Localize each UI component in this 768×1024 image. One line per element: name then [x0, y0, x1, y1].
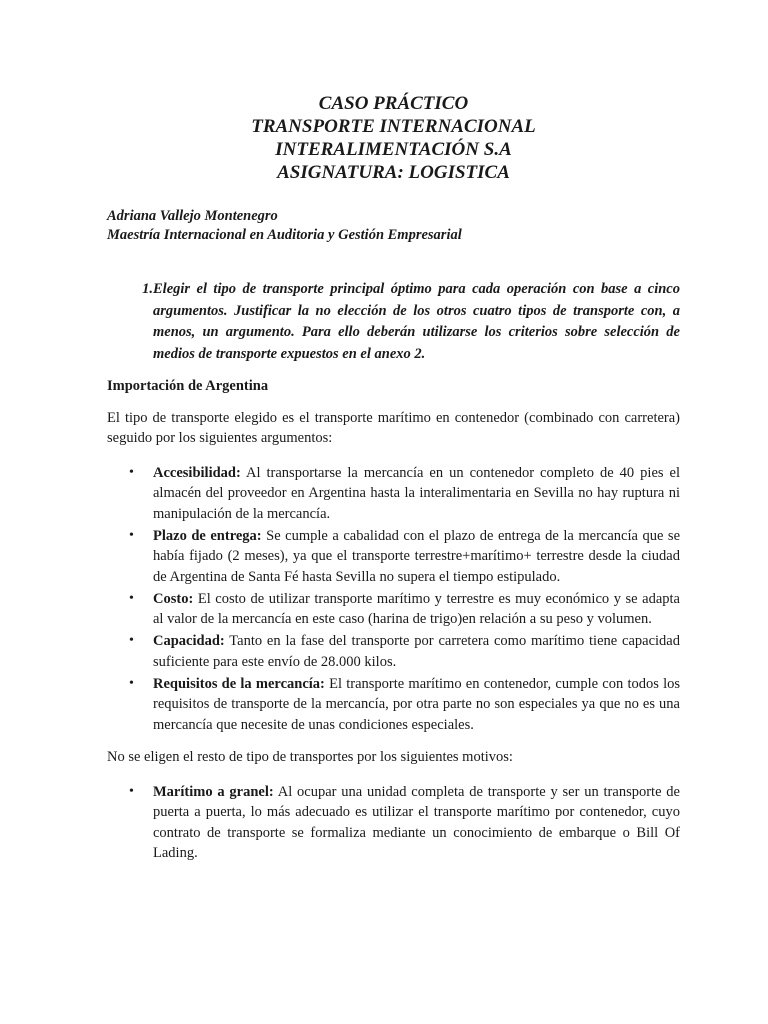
argument-text: El costo de utilizar transporte marítimo y terrestre es muy económico y se adapta al valor de la mercancía en este caso (harina de trigo)en relación a su peso y volumen. — [153, 590, 680, 627]
list-item — [107, 589, 680, 630]
bullet-icon: • — [129, 527, 134, 543]
section-intro: El tipo de transporte elegido es el transporte marítimo en contenedor (combinado con carretera) seguido por los siguientes argumentos: — [107, 410, 680, 446]
argument-body — [153, 589, 680, 630]
argument-text: El transporte marítimo en contenedor, cumple con todos los requisitos de transporte de la mercancía, por otra parte no son especiales ya que no es una mercancía que necesite de unas condiciones especiales. — [153, 675, 681, 733]
question-item — [107, 279, 680, 365]
document-page — [107, 92, 680, 865]
author-info — [107, 207, 680, 245]
argument-text: Al transportarse la mercancía en un contenedor completo de 40 pies el almacén del proveedor en Argentina hasta la interalimentaria en Sevilla no hay ruptura ni manipulación de la mercancía. — [153, 464, 680, 522]
bullet-icon: • — [129, 675, 134, 691]
argument-label: Plazo de entrega: — [153, 527, 262, 544]
list-item — [107, 526, 680, 588]
argument-body — [153, 674, 680, 736]
rejection-intro: No se eligen el resto de tipo de transportes por los siguientes motivos: — [107, 749, 513, 765]
question-number: 1. — [142, 281, 153, 297]
bullet-icon: • — [129, 590, 134, 606]
title-line: TRANSPORTE INTERNACIONAL — [251, 116, 536, 137]
rejection-body — [153, 782, 680, 864]
argument-body — [153, 631, 680, 672]
argument-label: Accesibilidad: — [153, 464, 241, 481]
author-name: Adriana Vallejo Montenegro — [107, 208, 278, 224]
list-item — [107, 463, 680, 525]
argument-body — [153, 526, 680, 588]
bullet-icon: • — [129, 464, 134, 480]
argument-text: Se cumple a cabalidad con el plazo de entrega de la mercancía que se había fijado (2 meses), ya que el transporte terrestre+marítimo+ terrestre desde la ciudad de Argentina de Santa Fé hasta Sevilla no supera el tiempo estipulado. — [153, 527, 680, 585]
bullet-icon: • — [129, 783, 134, 799]
title-line: CASO PRÁCTICO — [318, 93, 469, 114]
document-title — [107, 92, 680, 184]
title-line: INTERALIMENTACIÓN S.A — [275, 139, 512, 160]
question-text: Elegir el tipo de transporte principal óptimo para cada operación con base a cinco argumentos. Justificar la no elección de los otros cuatro tipos de transporte con, a menos, un argumento. Para ello deberán utilizarse los criterios sobre selección de medios de transporte expuestos en el anexo 2. — [153, 281, 680, 362]
rejection-text: Al ocupar una unidad completa de transporte y ser un transporte de puerta a puerta, lo más adecuado es utilizar el transporte marítimo por contenedor, cuyo contrato de transporte se formaliza mediante un conocimiento de embarque o Bill Of Lading. — [153, 783, 680, 861]
rejection-list — [107, 782, 680, 864]
list-item — [107, 674, 680, 736]
argument-list — [107, 463, 680, 736]
rejection-label: Marítimo a granel: — [153, 783, 274, 800]
argument-label: Requisitos de la mercancía: — [153, 675, 325, 692]
title-line: ASIGNATURA: LOGISTICA — [277, 162, 510, 183]
list-item — [107, 631, 680, 672]
list-item — [107, 782, 680, 864]
section-heading: Importación de Argentina — [107, 378, 269, 394]
argument-text: Tanto en la fase del transporte por carretera como marítimo tiene capacidad suficiente para este envío de 28.000 kilos. — [153, 633, 680, 670]
bullet-icon: • — [129, 633, 134, 648]
argument-body — [153, 463, 680, 525]
argument-label: Costo: — [153, 590, 194, 607]
argument-label: Capacidad: — [153, 633, 225, 649]
author-program: Maestría Internacional en Auditoria y Gestión Empresarial — [107, 227, 462, 243]
